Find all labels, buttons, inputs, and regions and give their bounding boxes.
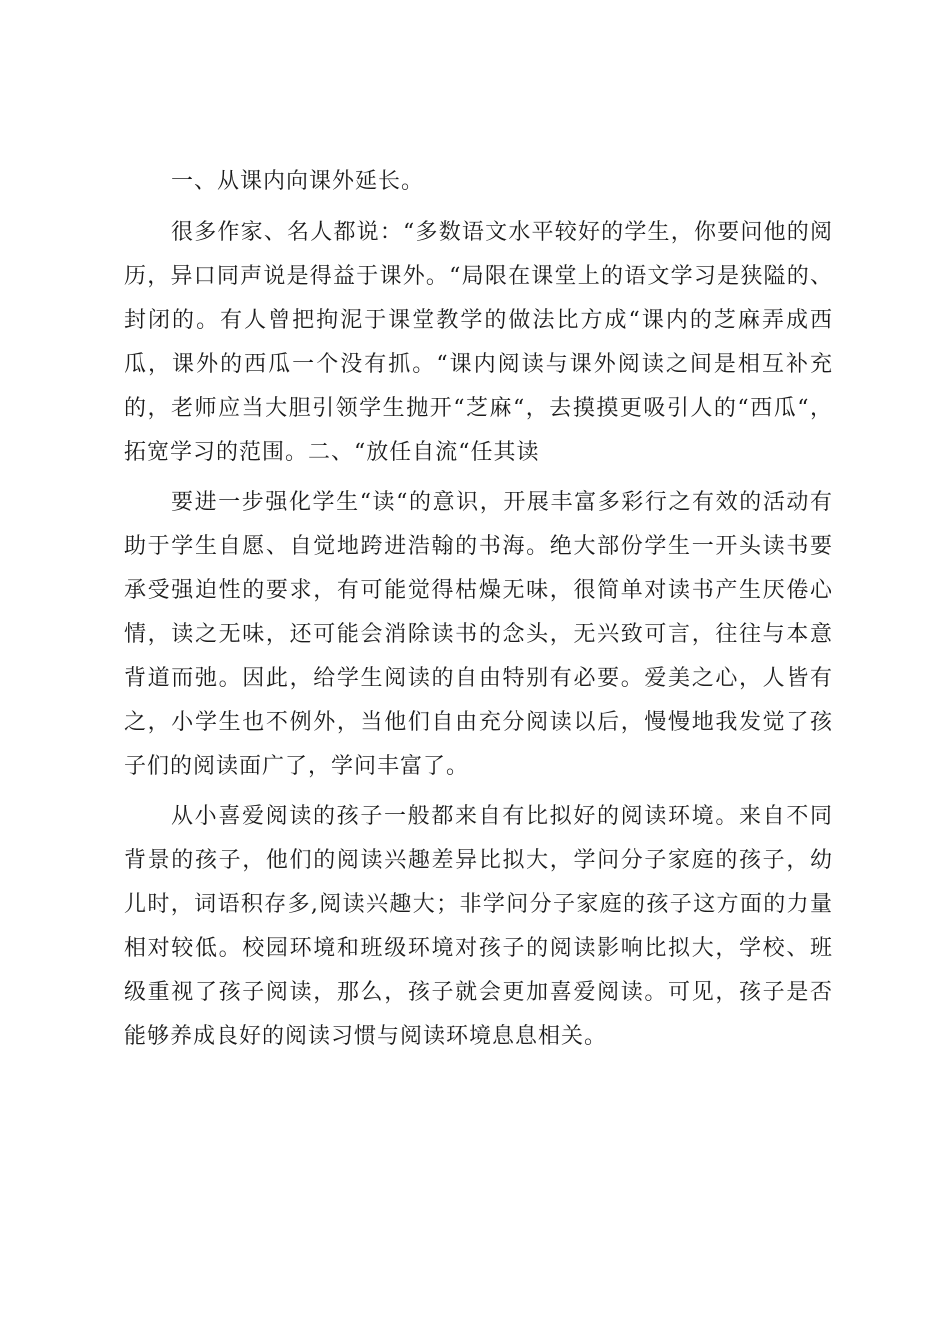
paragraph: 很多作家、名人都说：“多数语文水平较好的学生，你要问他的阅历，异口同声说是得益于课外。“局限在课堂上的语文学习是狭隘的、封闭的。有人曾把拘泥于课堂教学的做法比方成“课内的芝麻弄成西瓜，课外的西瓜一个没有抓。“课内阅读与课外阅读之间是相互补充的，老师应当大胆引领学生抛开“芝麻“，去摸摸更吸引人的“西瓜“，拓宽学习的范围。二、“放任自流“任其读 xyxy=(124,220,833,465)
section-heading: 一、从课内向课外延长。 xyxy=(171,169,425,194)
paragraph: 从小喜爱阅读的孩子一般都来自有比拟好的阅读环境。来自不同背景的孩子，他们的阅读兴趣差异比拟大，学问分子家庭的孩子，幼儿时，词语积存多,阅读兴趣大；非学问分子家庭的孩子这方面的力量相对较低。校园环境和班级环境对孩子的阅读影响比拟大，学校、班级重视了孩子阅读，那么，孩子就会更加喜爱阅读。可见，孩子是否能够养成良好的阅读习惯与阅读环境息息相关。 xyxy=(124,804,833,1049)
paragraph: 要进一步强化学生“读“的意识，开展丰富多彩行之有效的活动有助于学生自愿、自觉地跨进浩翰的书海。绝大部份学生一开头读书要承受强迫性的要求，有可能觉得枯燥无味，很简单对读书产生厌倦心情，读之无味，还可能会消除读书的念头，无兴致可言，往往与本意背道而弛。因此，给学生阅读的自由特别有必要。爱美之心，人皆有之，小学生也不例外，当他们自由充分阅读以后，慢慢地我发觉了孩子们的阅读面广了，学问丰富了。 xyxy=(124,490,833,779)
document-body xyxy=(124,162,833,1059)
